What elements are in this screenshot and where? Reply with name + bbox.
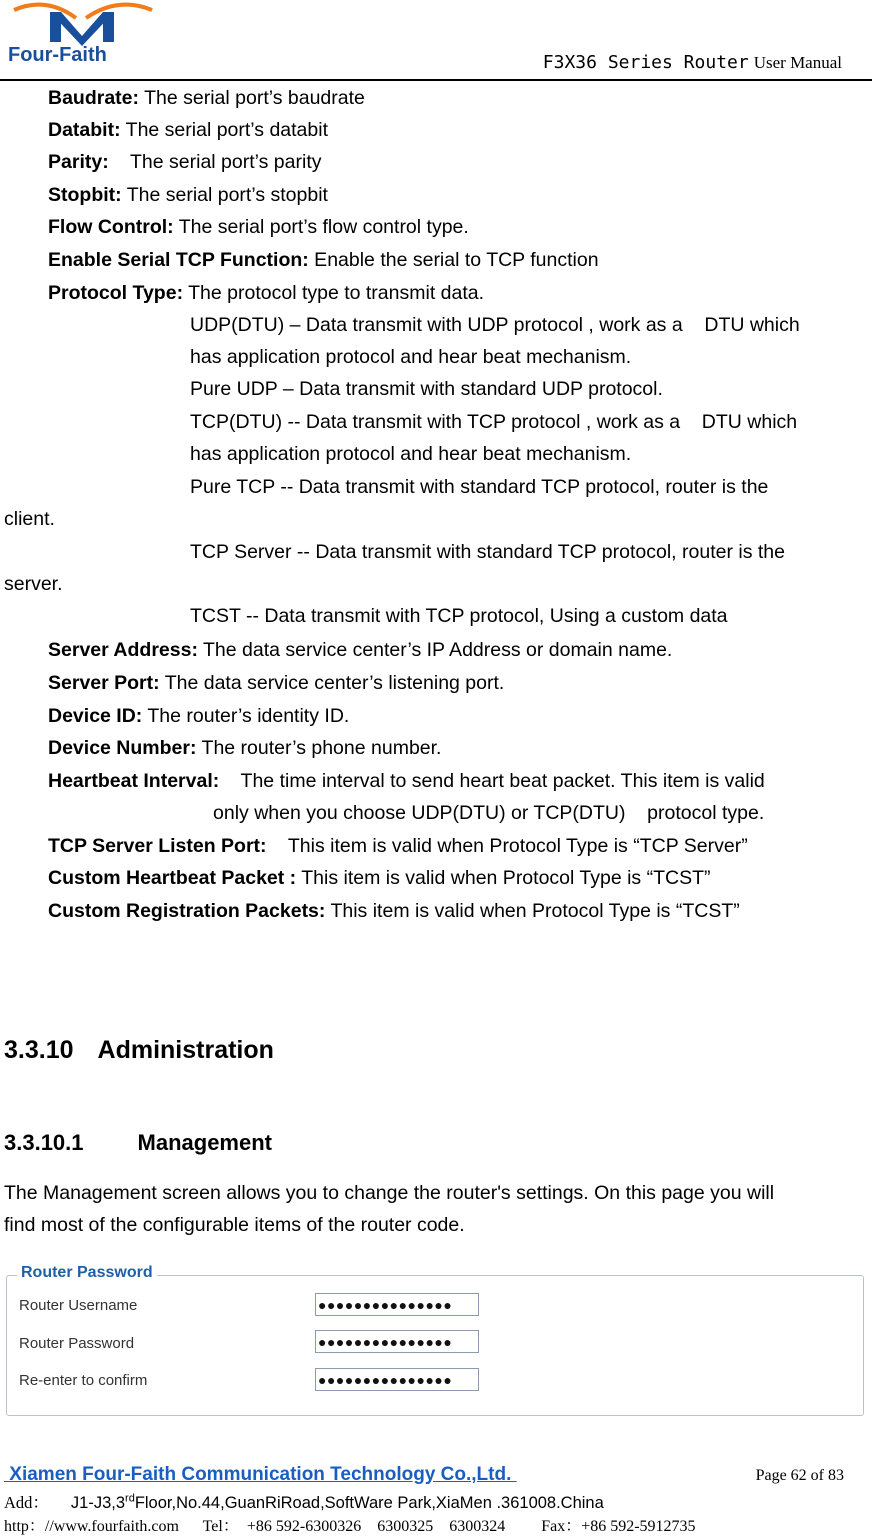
page-number: Page 62 of 83: [755, 1467, 844, 1484]
def-enable-serial-tcp: Enable Serial TCP Function: Enable the serial to TCP function: [48, 249, 599, 271]
logo-text: Four-Faith: [8, 44, 107, 66]
def-protocol-type: Protocol Type: The protocol type to transmit data.: [48, 282, 485, 304]
reenter-confirm-field[interactable]: ●●●●●●●●●●●●●●●: [315, 1368, 479, 1391]
footer-address: Add： J1-J3,3rdFloor,No.44,GuanRiRoad,SoftWare Park,XiaMen .361008.China: [4, 1492, 604, 1512]
footer-contact: http：//www.fourfaith.com Tel： +86 592-6300326 6300325 6300324 Fax：+86 592-5912735: [4, 1518, 696, 1535]
def-tcp-server-listen-port: TCP Server Listen Port: This item is valid when Protocol Type is “TCP Server”: [48, 835, 748, 857]
section-heading-administration: [4, 1036, 274, 1065]
def-flow-control: Flow Control: The serial port’s flow control type.: [48, 216, 469, 238]
management-paragraph-line1: The Management screen allows you to change the router's settings. On this page you will: [4, 1182, 775, 1204]
def-parity: Parity: The serial port’s parity: [48, 151, 322, 173]
def-stopbit: Stopbit: The serial port’s stopbit: [48, 184, 328, 206]
router-password-label: Router Password: [19, 1335, 135, 1352]
protocol-tcp-server-line2: server.: [4, 573, 63, 595]
header-divider: [0, 79, 872, 81]
panel-legend: Router Password: [17, 1264, 157, 1282]
four-faith-logo: [6, 0, 158, 70]
reenter-confirm-label: Re-enter to confirm: [19, 1372, 148, 1389]
router-password-field[interactable]: ●●●●●●●●●●●●●●●: [315, 1330, 479, 1353]
protocol-pure-tcp-line2: client.: [4, 508, 55, 530]
section-title: Administration: [97, 1036, 274, 1064]
protocol-tcp-server-line1: TCP Server -- Data transmit with standard TCP protocol, router is the: [190, 541, 785, 563]
router-username-field[interactable]: ●●●●●●●●●●●●●●●: [315, 1293, 479, 1316]
subsection-number: 3.3.10.1: [4, 1130, 84, 1155]
def-device-id: Device ID: The router’s identity ID.: [48, 705, 350, 727]
def-device-number: Device Number: The router’s phone number.: [48, 737, 442, 759]
def-custom-registration-packets: Custom Registration Packets: This item is valid when Protocol Type is “TCST”: [48, 900, 740, 922]
def-databit: Databit: The serial port’s databit: [48, 119, 328, 141]
def-heartbeat-interval-line2: only when you choose UDP(DTU) or TCP(DTU) protocol type.: [213, 802, 765, 824]
protocol-udp-dtu-line2: has application protocol and hear beat mechanism.: [190, 346, 632, 368]
user-manual-label: User Manual: [753, 53, 842, 72]
header-title: [543, 52, 842, 73]
def-custom-heartbeat-packet: Custom Heartbeat Packet : This item is valid when Protocol Type is “TCST”: [48, 867, 711, 889]
protocol-tcp-dtu-line1: TCP(DTU) -- Data transmit with TCP protocol , work as a DTU which: [190, 411, 798, 433]
router-password-panel: [6, 1264, 864, 1416]
def-heartbeat-interval: Heartbeat Interval: The time interval to send heart beat packet. This item is valid: [48, 770, 765, 792]
protocol-udp-dtu-line1: UDP(DTU) – Data transmit with UDP protocol , work as a DTU which: [190, 314, 800, 336]
protocol-tcp-dtu-line2: has application protocol and hear beat mechanism.: [190, 443, 632, 465]
router-username-label: Router Username: [19, 1297, 138, 1314]
footer-company-link[interactable]: Xiamen Four-Faith Communication Technology Co.,Ltd.: [4, 1464, 517, 1485]
section-number: 3.3.10: [4, 1036, 74, 1064]
def-server-port: Server Port: The data service center’s listening port.: [48, 672, 505, 694]
def-server-address: Server Address: The data service center’s IP Address or domain name.: [48, 639, 673, 661]
management-paragraph-line2: find most of the configurable items of the router code.: [4, 1214, 465, 1236]
protocol-tcst: TCST -- Data transmit with TCP protocol, Using a custom data: [190, 605, 728, 627]
series-name: F3X36 Series Router: [542, 52, 749, 73]
subsection-title: Management: [137, 1130, 272, 1155]
subsection-heading-management: [4, 1130, 272, 1156]
def-baudrate: Baudrate: The serial port’s baudrate: [48, 87, 365, 109]
protocol-pure-tcp-line1: Pure TCP -- Data transmit with standard TCP protocol, router is the: [190, 476, 769, 498]
protocol-pure-udp: Pure UDP – Data transmit with standard UDP protocol.: [190, 378, 663, 400]
